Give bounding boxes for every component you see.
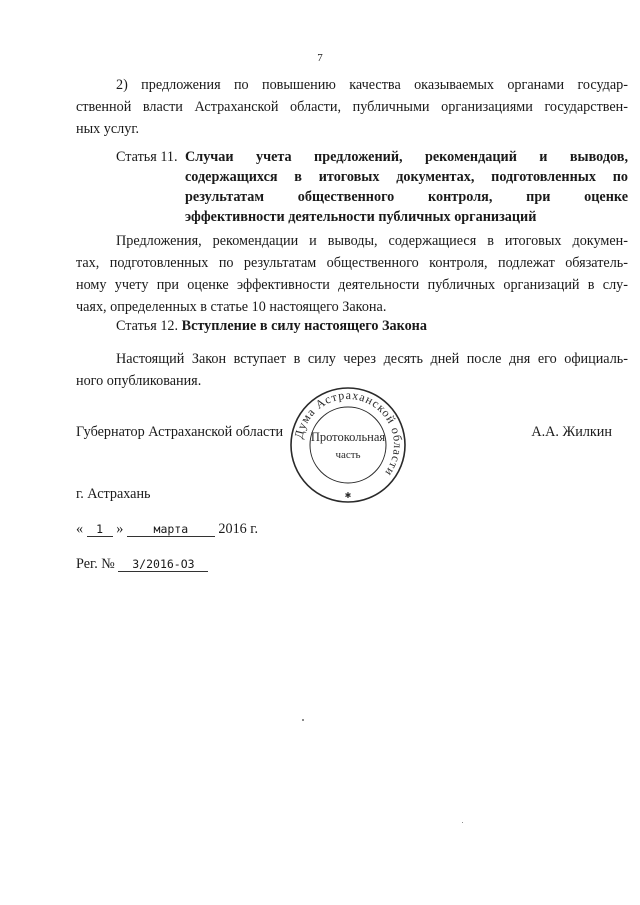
article-11-body-line: тах, подготовленных по результатам общественного контроля, подлежат обязатель-: [76, 255, 628, 271]
article-12-body-line: Настоящий Закон вступает в силу через десять дней после дня его официаль-: [116, 351, 628, 367]
article-11-body: [76, 230, 628, 318]
article-11-title: [185, 147, 628, 227]
registration-label: Рег. №: [76, 556, 115, 572]
item-2-paragraph: [76, 74, 628, 140]
article-12-heading: [116, 316, 427, 336]
governor-name: А.А. Жилкин: [531, 424, 612, 440]
article-11-title-line: эффективности деятельности публичных организаций: [185, 209, 537, 225]
article-11-title-line: результатам общественного контроля, при оценке: [185, 189, 628, 205]
article-12-title: Вступление в силу настоящего Закона: [181, 318, 427, 334]
article-11-title-line: Случаи учета предложений, рекомендаций и выводов,: [185, 149, 628, 165]
stamp-center-line-1: Протокольная: [310, 430, 386, 444]
date-year: 2016 г.: [218, 521, 259, 537]
article-11-body-line: ному учету при оценке эффективности деятельности публичных организаций в слу-: [76, 277, 628, 293]
date-open-quote: «: [76, 521, 84, 537]
registration-line: [76, 556, 208, 573]
duma-stamp: [285, 385, 411, 505]
article-11-body-line: Предложения, рекомендации и выводы, содержащиеся в итоговых докумен-: [116, 233, 628, 249]
city: г. Астрахань: [76, 486, 151, 502]
page-number: 7: [317, 52, 323, 64]
item-2-line: 2) предложения по повышению качества оказываемых органами государ-: [116, 77, 628, 93]
signing-date: [76, 521, 258, 538]
stamp-ring-text: Дума Астраханской области: [291, 387, 406, 480]
governor-title: Губернатор Астраханской области: [76, 424, 284, 440]
article-11-body-line: чаях, определенных в статье 10 настоящего Закона.: [76, 299, 387, 315]
article-11-label: Статья 11.: [116, 149, 178, 165]
date-close-quote: »: [116, 521, 124, 537]
scan-speck: [462, 822, 463, 823]
scan-speck: [302, 719, 304, 721]
stamp-star-icon: ✱: [344, 491, 352, 500]
item-2-line: ных услуг.: [76, 121, 140, 137]
item-2-line: ственной власти Астраханской области, публичными организациями государствен-: [76, 99, 628, 115]
article-11-title-line: содержащихся в итоговых документах, подготовленных по: [185, 169, 628, 185]
date-day: 1: [87, 522, 113, 537]
stamp-inner-ring: [310, 407, 386, 483]
article-12-body-line: ного опубликования.: [76, 373, 202, 389]
stamp-center-line-2: часть: [335, 449, 361, 461]
article-12-label: Статья 12.: [116, 318, 179, 334]
registration-number: 3/2016-ОЗ: [118, 557, 208, 572]
date-month: марта: [127, 522, 215, 537]
